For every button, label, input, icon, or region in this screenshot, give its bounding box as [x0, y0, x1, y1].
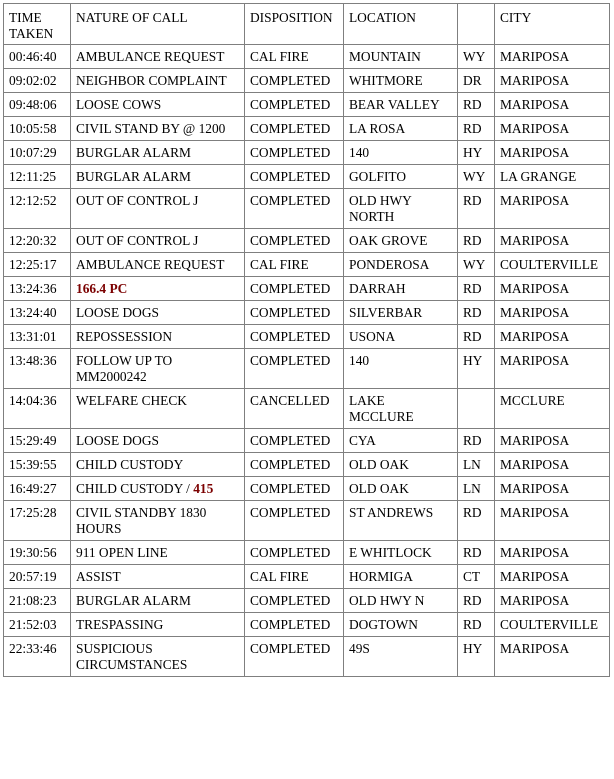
cell-disposition: COMPLETED [245, 229, 344, 253]
cell-location: DOGTOWN [344, 613, 458, 637]
cell-nature [71, 189, 245, 229]
table-row [4, 93, 610, 117]
cell-street-suffix: WY [458, 253, 495, 277]
cell-location: ST ANDREWS [344, 501, 458, 541]
cell-street-suffix: RD [458, 117, 495, 141]
table-row [4, 389, 610, 429]
cell-time: 22:33:46 [4, 637, 71, 677]
cell-time: 12:12:52 [4, 189, 71, 229]
cell-street-suffix: WY [458, 45, 495, 69]
table-row [4, 165, 610, 189]
nature-text: WELFARE CHECK [76, 393, 187, 408]
cell-location: OLD OAK [344, 453, 458, 477]
table-row [4, 429, 610, 453]
cell-nature [71, 429, 245, 453]
cell-city: COULTERVILLE [495, 253, 610, 277]
cell-location: OLD OAK [344, 477, 458, 501]
cell-street-suffix: RD [458, 93, 495, 117]
cell-disposition: COMPLETED [245, 501, 344, 541]
cell-nature [71, 301, 245, 325]
cell-location: OAK GROVE [344, 229, 458, 253]
cell-time: 14:04:36 [4, 389, 71, 429]
call-log-body [4, 45, 610, 677]
cell-location: BEAR VALLEY [344, 93, 458, 117]
cell-nature [71, 141, 245, 165]
cell-disposition: COMPLETED [245, 141, 344, 165]
cell-city: MARIPOSA [495, 69, 610, 93]
col-header-location: LOCATION [344, 4, 458, 45]
cell-time: 00:46:40 [4, 45, 71, 69]
col-header-city: CITY [495, 4, 610, 45]
cell-city: MCCLURE [495, 389, 610, 429]
cell-nature [71, 349, 245, 389]
cell-location: 140 [344, 349, 458, 389]
cell-disposition: CAL FIRE [245, 253, 344, 277]
table-row [4, 349, 610, 389]
cell-disposition: CAL FIRE [245, 565, 344, 589]
cell-street-suffix: RD [458, 325, 495, 349]
cell-city: MARIPOSA [495, 429, 610, 453]
cell-location: DARRAH [344, 277, 458, 301]
cell-time: 19:30:56 [4, 541, 71, 565]
cell-time: 13:31:01 [4, 325, 71, 349]
nature-text: CHILD CUSTODY / [76, 481, 194, 496]
cell-nature [71, 277, 245, 301]
nature-text: CIVIL STANDBY 1830 HOURS [76, 505, 207, 536]
nature-text: LOOSE COWS [76, 97, 162, 112]
cell-street-suffix: WY [458, 165, 495, 189]
cell-time: 10:05:58 [4, 117, 71, 141]
cell-nature [71, 93, 245, 117]
nature-text: ASSIST [76, 569, 121, 584]
cell-disposition: COMPLETED [245, 301, 344, 325]
cell-nature [71, 45, 245, 69]
cell-city: MARIPOSA [495, 565, 610, 589]
nature-text: BURGLAR ALARM [76, 593, 191, 608]
cell-city: MARIPOSA [495, 141, 610, 165]
nature-text: TRESPASSING [76, 617, 164, 632]
cell-location: HORMIGA [344, 565, 458, 589]
cell-time: 21:52:03 [4, 613, 71, 637]
table-row [4, 253, 610, 277]
cell-nature [71, 69, 245, 93]
cell-nature [71, 613, 245, 637]
cell-disposition: COMPLETED [245, 69, 344, 93]
cell-location: PONDEROSA [344, 253, 458, 277]
table-row [4, 325, 610, 349]
table-row [4, 229, 610, 253]
cell-location: LA ROSA [344, 117, 458, 141]
cell-location: E WHITLOCK [344, 541, 458, 565]
table-row [4, 277, 610, 301]
cell-street-suffix: RD [458, 301, 495, 325]
table-row [4, 637, 610, 677]
cell-time: 13:24:40 [4, 301, 71, 325]
cell-location: SILVERBAR [344, 301, 458, 325]
col-header-time: TIME TAKEN [4, 4, 71, 45]
cell-street-suffix: CT [458, 565, 495, 589]
cell-location: USONA [344, 325, 458, 349]
cell-time: 12:20:32 [4, 229, 71, 253]
cell-time: 09:48:06 [4, 93, 71, 117]
cell-disposition: COMPLETED [245, 117, 344, 141]
col-header-disposition: DISPOSITION [245, 4, 344, 45]
cell-nature [71, 477, 245, 501]
nature-text: CIVIL STAND BY @ 1200 [76, 121, 226, 136]
cell-nature [71, 589, 245, 613]
cell-time: 12:25:17 [4, 253, 71, 277]
cell-nature [71, 165, 245, 189]
table-row [4, 501, 610, 541]
cell-street-suffix: RD [458, 613, 495, 637]
nature-text: SUSPICIOUS CIRCUMSTANCES [76, 641, 188, 672]
cell-city: MARIPOSA [495, 325, 610, 349]
cell-street-suffix: RD [458, 501, 495, 541]
cell-disposition: COMPLETED [245, 277, 344, 301]
nature-text: AMBULANCE REQUEST [76, 257, 225, 272]
table-row [4, 613, 610, 637]
cell-nature [71, 325, 245, 349]
cell-disposition: COMPLETED [245, 93, 344, 117]
cell-street-suffix: LN [458, 453, 495, 477]
cell-location: OLD HWY N [344, 589, 458, 613]
cell-street-suffix: HY [458, 141, 495, 165]
cell-disposition: COMPLETED [245, 453, 344, 477]
col-header-suffix [458, 4, 495, 45]
cell-street-suffix: LN [458, 477, 495, 501]
cell-city: MARIPOSA [495, 501, 610, 541]
cell-nature [71, 565, 245, 589]
call-log-table [3, 3, 610, 677]
cell-street-suffix: RD [458, 277, 495, 301]
cell-time: 16:49:27 [4, 477, 71, 501]
cell-nature [71, 389, 245, 429]
cell-nature [71, 253, 245, 277]
header-row [4, 4, 610, 45]
cell-street-suffix: RD [458, 229, 495, 253]
cell-city: COULTERVILLE [495, 613, 610, 637]
table-row [4, 565, 610, 589]
cell-location: CYA [344, 429, 458, 453]
nature-text: 911 OPEN LINE [76, 545, 168, 560]
cell-disposition: COMPLETED [245, 589, 344, 613]
call-log-document [3, 3, 610, 677]
cell-disposition: COMPLETED [245, 325, 344, 349]
cell-street-suffix: RD [458, 429, 495, 453]
table-row [4, 117, 610, 141]
nature-text: AMBULANCE REQUEST [76, 49, 225, 64]
cell-nature [71, 453, 245, 477]
table-row [4, 141, 610, 165]
cell-disposition: CAL FIRE [245, 45, 344, 69]
cell-location: 49S [344, 637, 458, 677]
cell-location: MOUNTAIN [344, 45, 458, 69]
nature-text: BURGLAR ALARM [76, 145, 191, 160]
cell-location: GOLFITO [344, 165, 458, 189]
nature-text: LOOSE DOGS [76, 305, 159, 320]
cell-street-suffix: HY [458, 349, 495, 389]
cell-street-suffix: HY [458, 637, 495, 677]
cell-time: 15:39:55 [4, 453, 71, 477]
cell-city: MARIPOSA [495, 189, 610, 229]
cell-nature [71, 541, 245, 565]
cell-time: 12:11:25 [4, 165, 71, 189]
table-row [4, 189, 610, 229]
cell-disposition: COMPLETED [245, 429, 344, 453]
nature-text: OUT OF CONTROL J [76, 233, 199, 248]
cell-city: MARIPOSA [495, 453, 610, 477]
cell-location: LAKE MCCLURE [344, 389, 458, 429]
cell-street-suffix: RD [458, 189, 495, 229]
nature-text: FOLLOW UP TO MM2000242 [76, 353, 173, 384]
cell-nature [71, 229, 245, 253]
cell-location: 140 [344, 141, 458, 165]
cell-disposition: COMPLETED [245, 477, 344, 501]
cell-disposition: COMPLETED [245, 189, 344, 229]
cell-city: MARIPOSA [495, 117, 610, 141]
cell-time: 21:08:23 [4, 589, 71, 613]
cell-city: MARIPOSA [495, 45, 610, 69]
cell-city: MARIPOSA [495, 637, 610, 677]
cell-street-suffix: RD [458, 589, 495, 613]
cell-nature [71, 637, 245, 677]
table-row [4, 589, 610, 613]
nature-text: OUT OF CONTROL J [76, 193, 199, 208]
col-header-nature: NATURE OF CALL [71, 4, 245, 45]
nature-text: REPOSSESSION [76, 329, 172, 344]
cell-time: 13:24:36 [4, 277, 71, 301]
cell-street-suffix: DR [458, 69, 495, 93]
nature-text: NEIGHBOR COMPLAINT [76, 73, 227, 88]
cell-city: MARIPOSA [495, 477, 610, 501]
cell-street-suffix [458, 389, 495, 429]
nature-text: CHILD CUSTODY [76, 457, 184, 472]
nature-code-highlight: 415 [193, 481, 214, 496]
cell-disposition: COMPLETED [245, 613, 344, 637]
cell-time: 15:29:49 [4, 429, 71, 453]
cell-location: OLD HWY NORTH [344, 189, 458, 229]
cell-city: MARIPOSA [495, 277, 610, 301]
cell-city: MARIPOSA [495, 589, 610, 613]
cell-time: 09:02:02 [4, 69, 71, 93]
cell-nature [71, 501, 245, 541]
cell-disposition: COMPLETED [245, 541, 344, 565]
table-row [4, 45, 610, 69]
cell-time: 20:57:19 [4, 565, 71, 589]
table-row [4, 301, 610, 325]
table-row [4, 453, 610, 477]
cell-city: LA GRANGE [495, 165, 610, 189]
cell-city: MARIPOSA [495, 541, 610, 565]
cell-city: MARIPOSA [495, 93, 610, 117]
table-row [4, 69, 610, 93]
nature-text: LOOSE DOGS [76, 433, 159, 448]
cell-nature [71, 117, 245, 141]
cell-disposition: COMPLETED [245, 165, 344, 189]
cell-city: MARIPOSA [495, 229, 610, 253]
nature-text: BURGLAR ALARM [76, 169, 191, 184]
cell-disposition: CANCELLED [245, 389, 344, 429]
cell-street-suffix: RD [458, 541, 495, 565]
cell-city: MARIPOSA [495, 301, 610, 325]
cell-location: WHITMORE [344, 69, 458, 93]
cell-disposition: COMPLETED [245, 349, 344, 389]
table-row [4, 541, 610, 565]
table-row [4, 477, 610, 501]
cell-time: 17:25:28 [4, 501, 71, 541]
cell-time: 13:48:36 [4, 349, 71, 389]
cell-city: MARIPOSA [495, 349, 610, 389]
cell-disposition: COMPLETED [245, 637, 344, 677]
nature-code-highlight: 166.4 PC [76, 281, 128, 296]
cell-time: 10:07:29 [4, 141, 71, 165]
